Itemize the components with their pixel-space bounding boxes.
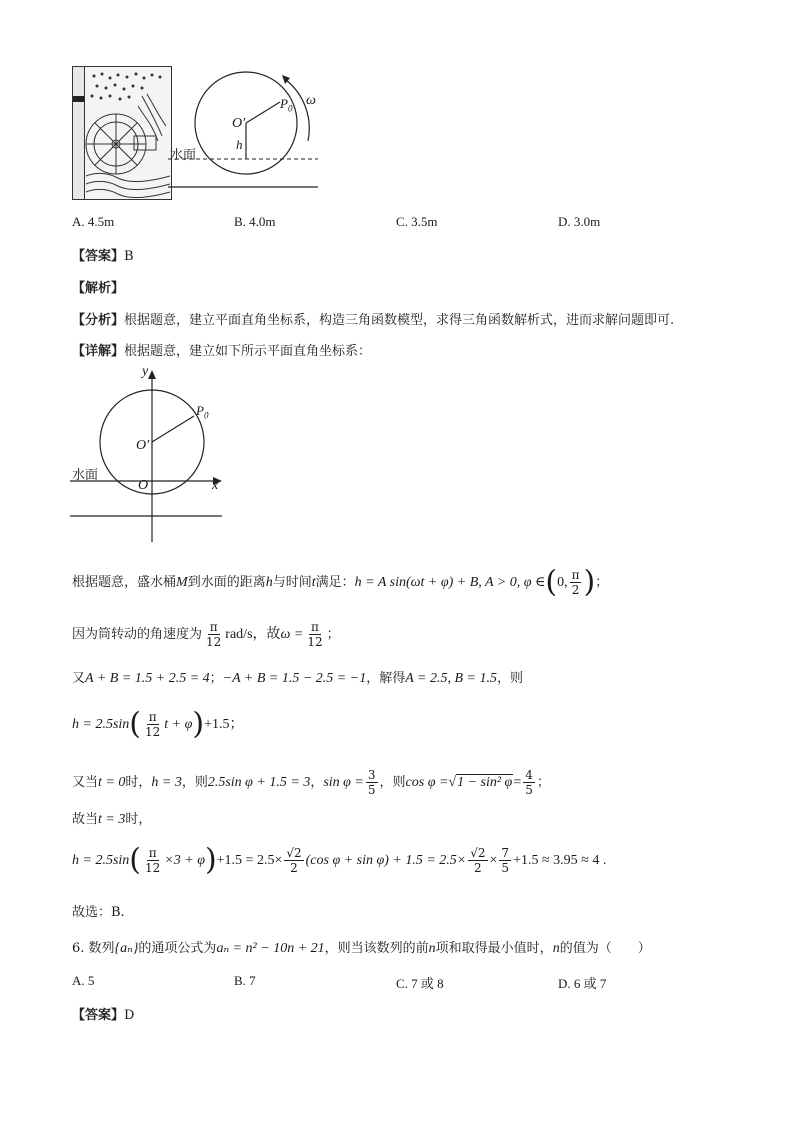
s2-end: ； <box>326 627 340 642</box>
xiangjie-text: 根据题意，建立如下所示平面直角坐标系： <box>124 344 372 359</box>
radius-to-p0 <box>246 102 280 123</box>
circle-diagram-svg <box>168 66 328 200</box>
s7-frac-7-5 <box>499 846 511 875</box>
s3-text: 又 <box>72 671 86 686</box>
s1-end: ； <box>595 575 609 590</box>
s4-paren-close: ) <box>192 706 205 742</box>
s1-t: t <box>311 575 316 590</box>
s7-paren-open: ( <box>129 842 142 878</box>
s3-eq2: −A + B = 1.5 − 2.5 = −1 <box>222 671 367 686</box>
jiexi-heading: 【解析】 <box>72 281 125 296</box>
s4-frac <box>143 710 162 739</box>
s6-text2: 时， <box>125 812 152 827</box>
s7-twob: 2 <box>474 861 482 875</box>
solution-line-2 <box>72 620 340 649</box>
s5-sqrt: 1 − sin² φ <box>457 775 513 790</box>
radius-coord <box>152 416 194 442</box>
q6-num: 6. 数列 <box>72 941 115 956</box>
label-p-sub: 0 <box>287 103 293 114</box>
q6-text3: 项和取得最小值时， <box>435 941 553 956</box>
option-c-q5[interactable]: C. 3.5m <box>396 214 438 229</box>
s2-pi: π <box>209 620 218 634</box>
s3-eq3: A = 2.5, B = 1.5 <box>405 671 497 686</box>
option-b-q5[interactable]: B. 4.0m <box>234 214 276 229</box>
s7-r3: × <box>489 853 498 868</box>
label-p0-top <box>280 96 292 114</box>
s5-3: 3 <box>367 768 376 782</box>
answer-q6-tag: 【答案】 <box>72 1008 125 1023</box>
s4-paren-open: ( <box>129 706 142 742</box>
s5-text: 又当 <box>72 775 99 790</box>
answer-q6-value: D <box>124 1008 135 1023</box>
s5-end: ； <box>536 775 550 790</box>
s5-cos: cos φ = <box>405 775 449 790</box>
s5-t0: t = 0 <box>98 775 126 790</box>
coordinate-svg <box>70 366 230 546</box>
s6-t3: t = 3 <box>98 812 126 827</box>
label-water-coord: 水面 <box>72 468 99 483</box>
s1-text4: 满足： <box>315 575 355 590</box>
label-x-axis: x <box>212 478 219 493</box>
s1-text: 根据题意，盛水桶 <box>72 575 177 590</box>
label-water-top: 水面 <box>170 148 197 163</box>
s1-text2: 到水面的距离 <box>187 575 266 590</box>
s7-paren-close: ) <box>204 842 217 878</box>
s1-paren-open: ( <box>545 564 558 600</box>
s7-r1: +1.5 = 2.5× <box>216 853 283 868</box>
option-b-q6[interactable]: B. 7 <box>234 973 256 988</box>
xiangjie-line <box>72 340 371 359</box>
s7-frac-s2b <box>468 846 487 875</box>
option-d-q6[interactable]: D. 6 或 7 <box>558 976 607 991</box>
s5-h3: h = 3 <box>151 775 182 790</box>
solution-line-7 <box>72 842 607 878</box>
answer-tag: 【答案】 <box>72 249 125 264</box>
water-wheel-image <box>72 66 172 200</box>
s5-text3: ，则 <box>181 775 208 790</box>
label-p: P <box>280 96 288 111</box>
s7-mid: ×3 + φ <box>164 853 205 868</box>
solution-line-6 <box>72 808 151 828</box>
s5-frac-4-5 <box>523 768 535 797</box>
s1-text3: 与时间 <box>272 575 312 590</box>
option-c-q6[interactable]: C. 7 或 8 <box>396 976 444 991</box>
s5-eqs: = <box>513 775 522 790</box>
s2-den: 12 <box>206 635 222 649</box>
s7-r4: +1.5 ≈ 3.95 ≈ 4 . <box>513 853 607 868</box>
s2-frac2 <box>305 620 324 649</box>
option-d-q5[interactable]: D. 3.0m <box>558 214 601 229</box>
wheel-circle-diagram <box>168 66 328 200</box>
label-omega: ω <box>306 93 316 108</box>
s4-mid: t + φ <box>164 717 193 732</box>
label-y-axis: y <box>142 364 149 379</box>
s5-5b: 5 <box>525 783 533 797</box>
s1-h: h <box>265 575 273 590</box>
s7-r2: (cos φ + sin φ) + 1.5 = 2.5× <box>305 853 467 868</box>
s3-eq1: A + B = 1.5 + 2.5 = 4 <box>85 671 210 686</box>
fenxi-tag: 【分析】 <box>72 313 125 328</box>
s5-5: 5 <box>367 783 376 797</box>
coordinate-diagram <box>70 366 230 546</box>
s5-text2: 时， <box>125 775 152 790</box>
s3-sep: ； <box>209 671 223 686</box>
answer-q5 <box>72 245 134 264</box>
s1-formula: h = A sin(ωt + φ) + B, A > 0, φ ∈ <box>354 575 546 590</box>
option-a-q6[interactable]: A. 5 <box>72 973 95 988</box>
s1-m: M <box>176 575 188 590</box>
solution-line-1 <box>72 564 609 600</box>
s4-pi: π <box>148 710 157 724</box>
conclusion-line: 故选：B. <box>72 905 125 920</box>
answer-value: B <box>124 249 134 264</box>
s1-interval-left: 0, <box>557 575 568 590</box>
q6-n: n <box>428 941 436 956</box>
s4-den: 12 <box>145 725 161 739</box>
s7-left: h = 2.5sin <box>72 853 130 868</box>
solution-line-5 <box>72 768 550 797</box>
xiangjie-tag: 【详解】 <box>72 344 125 359</box>
s4-left: h = 2.5sin <box>72 717 130 732</box>
s7-den: 12 <box>145 861 161 875</box>
q6-text4: 的值为（ ） <box>559 941 651 956</box>
s1-two: 2 <box>571 583 580 597</box>
label-h: h <box>236 137 243 152</box>
q6-text2: ，则当该数列的前 <box>324 941 429 956</box>
s2-den2: 12 <box>307 635 323 649</box>
s5-4: 4 <box>525 768 533 782</box>
solution-line-4 <box>72 706 244 742</box>
solution-line-3 <box>72 667 523 687</box>
label-p-coord: P <box>196 403 204 418</box>
y-axis-arrow-icon <box>148 370 156 379</box>
s5-eq: 2.5sin φ + 1.5 = 3 <box>207 775 311 790</box>
s1-pi-over-2 <box>570 568 582 597</box>
label-center-coord: O′ <box>136 438 150 453</box>
s7-frac <box>143 846 162 875</box>
q6-formula: aₙ = n² − 10n + 21 <box>216 941 325 956</box>
s1-paren-close: ) <box>583 564 596 600</box>
q6-text: 的通项公式为 <box>138 941 217 956</box>
s5-frac-3-5 <box>366 768 378 797</box>
s2-omega: ω = <box>280 627 304 642</box>
s5-text4: ，则 <box>379 775 406 790</box>
answer-q6 <box>72 1004 134 1023</box>
s2-unit: rad/s，故 <box>225 627 281 642</box>
s3-text2: ，解得 <box>366 671 406 686</box>
s7-frac-s2 <box>284 846 303 875</box>
s7-s2: √2 <box>286 846 302 860</box>
s4-right: +1.5； <box>204 717 244 732</box>
s3-text3: ，则 <box>496 671 523 686</box>
s5-sin: sin φ = <box>323 775 364 790</box>
q6-n2: n <box>552 941 560 956</box>
label-center-top: O′ <box>232 116 246 131</box>
s7-two: 2 <box>290 861 298 875</box>
fenxi-line <box>72 309 674 328</box>
q6-seq: {aₙ} <box>114 941 139 956</box>
s1-pi: π <box>571 568 580 582</box>
s7-s2b: √2 <box>470 846 486 860</box>
s5-sqrt-sign: √ <box>448 775 457 790</box>
label-origin: O <box>138 478 149 493</box>
s7-5: 5 <box>501 861 510 875</box>
s2-text: 因为筒转动的角速度为 <box>72 627 203 642</box>
s6-text: 故当 <box>72 812 99 827</box>
s2-pi2: π <box>311 620 319 634</box>
fenxi-text: 根据题意，建立平面直角坐标系，构造三角函数模型，求得三角函数解析式，进而求解问题即可. <box>124 313 675 328</box>
option-a-q5[interactable]: A. 4.5m <box>72 214 115 229</box>
question-6 <box>72 937 651 957</box>
label-p-sub-coord: 0 <box>203 410 209 421</box>
s2-frac <box>204 620 223 649</box>
s7-pi: π <box>148 846 157 860</box>
s7-7: 7 <box>501 846 510 860</box>
s5-sep: ， <box>310 775 324 790</box>
water-wheel-illustration <box>72 66 172 200</box>
label-p0-coord <box>196 403 208 421</box>
